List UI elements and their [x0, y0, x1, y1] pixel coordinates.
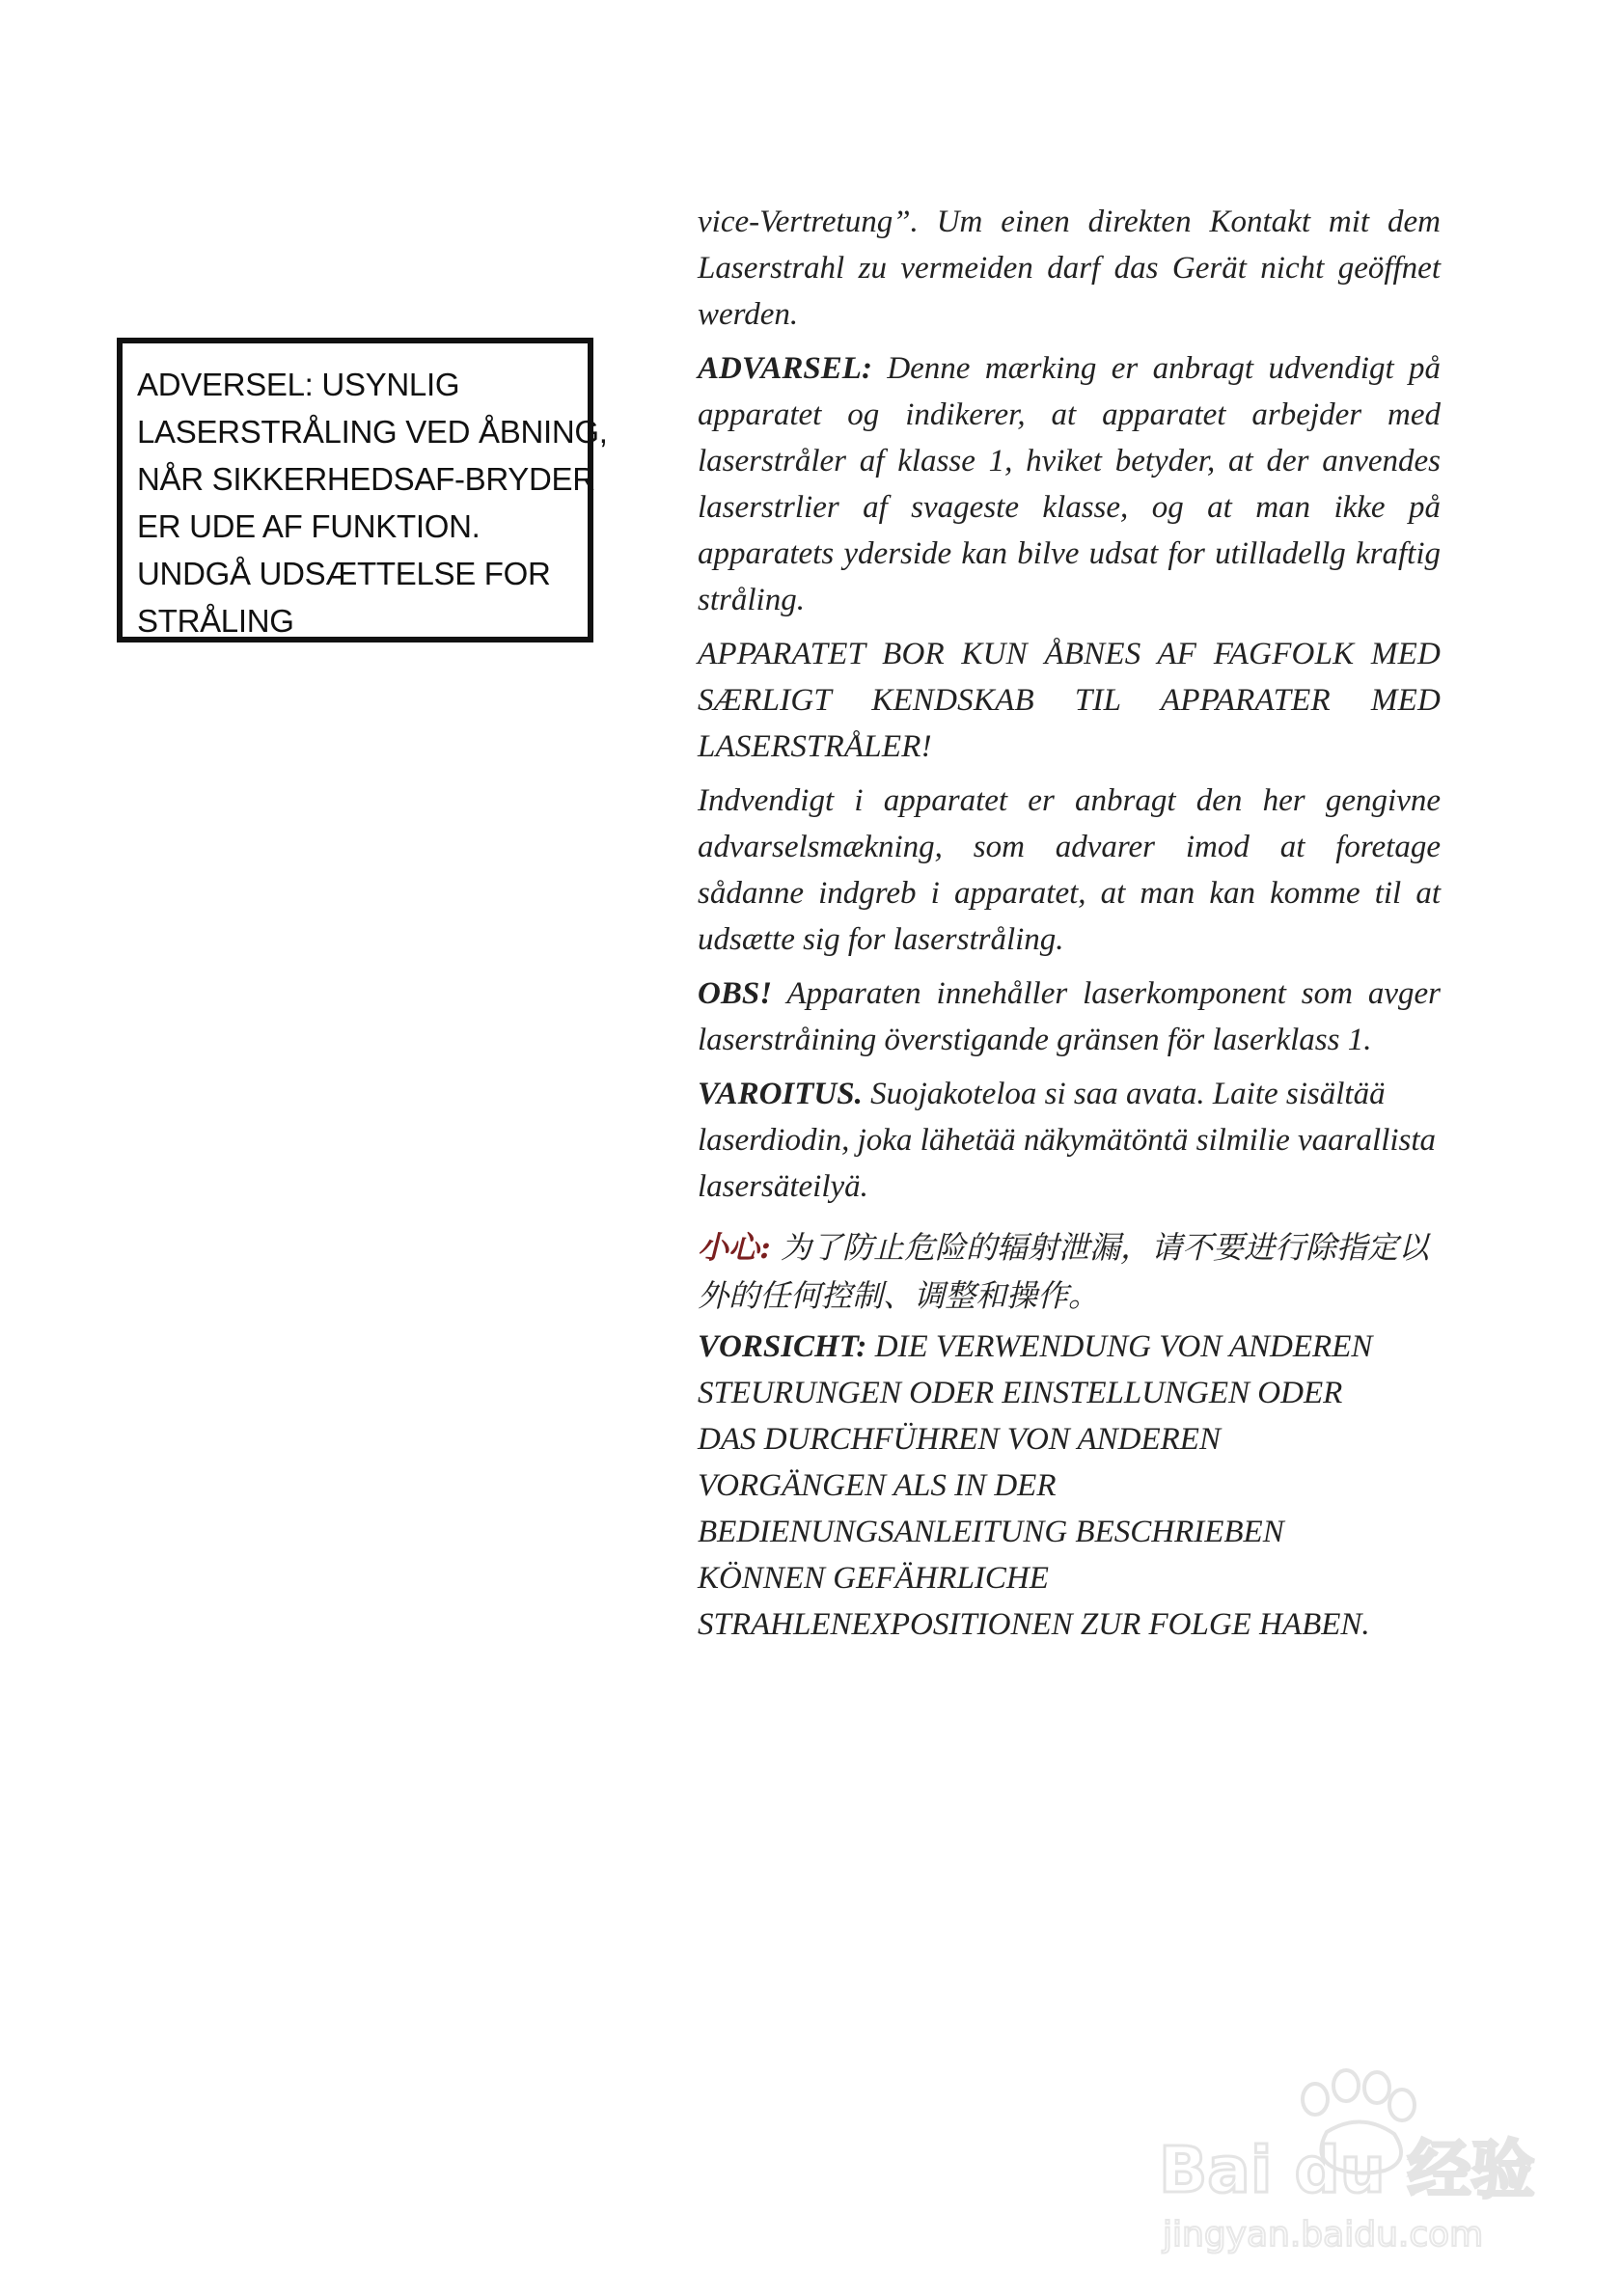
- vorsicht-lead: VORSICHT:: [698, 1329, 867, 1364]
- vorsicht-line: BEDIENUNGSANLEITUNG BESCHRIEBEN: [698, 1515, 1284, 1549]
- varoitus-text: Suojakoteloa si saa avata. Laite sisältää laserdiodin, joka lähetää näkymätöntä silmilie vaarallista lasersäteilyä.: [698, 1077, 1437, 1204]
- swedish-obs-paragraph: [698, 970, 1441, 1063]
- vorsicht-line: DIE VERWENDUNG VON ANDEREN: [874, 1329, 1373, 1364]
- warning-line: NÅR SIKKERHEDSAF-BRYDER: [137, 461, 595, 497]
- warning-line: LASERSTRÅLING VED ÅBNING,: [137, 414, 608, 450]
- warning-line: UNDGÅ UDSÆTTELSE FOR: [137, 556, 551, 591]
- vorsicht-line: STRAHLENEXPOSITIONEN ZUR FOLGE HABEN.: [698, 1607, 1370, 1642]
- chinese-caution-lead: 小心:: [698, 1229, 771, 1266]
- laser-warning-label: [117, 338, 608, 642]
- danish-advarsel-paragraph: [698, 345, 1441, 623]
- baidu-jingyan-watermark: [1153, 2064, 1558, 2257]
- danish-caps-paragraph: APPARATET BOR KUN ÅBNES AF FAGFOLK MED SÆRLIGT KENDSKAB TIL APPARATER MED LASERSTRÅLER!: [698, 637, 1441, 764]
- german-vorsicht-paragraph: [698, 1324, 1441, 1648]
- advarsel-lead: ADVARSEL:: [698, 351, 872, 386]
- warning-line: STRÅLING: [137, 603, 294, 639]
- varoitus-lead: VAROITUS.: [698, 1077, 863, 1111]
- advarsel-text: Denne mærking er anbragt udvendigt på apparatet og indikerer, at apparatet arbejder med laserstråler af klasse 1, hviket betyder, at der anvendes laserstrlier af svageste klasse, og at man ikke på apparatets yderside kan bilve udsat for utilladellg kraftig stråling.: [698, 351, 1441, 617]
- obs-lead: OBS!: [698, 976, 773, 1011]
- finnish-varoitus-paragraph: [698, 1071, 1441, 1210]
- warning-line: ADVERSEL: USYNLIG: [137, 367, 460, 402]
- vorsicht-line: DAS DURCHFÜHREN VON ANDEREN: [698, 1422, 1221, 1457]
- vorsicht-line: VORGÄNGEN ALS IN DER: [698, 1468, 1057, 1503]
- watermark-url: jingyan.baidu.com: [1163, 2215, 1484, 2255]
- chinese-caution-paragraph: [698, 1223, 1441, 1320]
- vorsicht-line: STEURUNGEN ODER EINSTELLUNGEN ODER: [698, 1376, 1343, 1410]
- warning-line: ER UDE AF FUNKTION.: [137, 508, 481, 544]
- obs-text: Apparaten innehåller laserkomponent som avger laserstråining överstigande gränsen för laserklass 1.: [698, 976, 1441, 1057]
- watermark-brand: Bai du 经验: [1159, 2133, 1535, 2207]
- chinese-caution-text: 为了防止危险的辐射泄漏，请不要进行除指定以外的任何控制、调整和操作。: [698, 1229, 1430, 1314]
- danish-indvendigt-paragraph: Indvendigt i apparatet er anbragt den her gengivne advarselsmækning, som advarer imod at foretage sådanne indgreb i apparatet, at man kan komme til at udsætte sig for laserstråling.: [698, 783, 1441, 957]
- text-column: [698, 199, 1441, 1655]
- vorsicht-line: KÖNNEN GEFÄHRLICHE: [698, 1561, 1049, 1596]
- german-continuation-paragraph: vice-Vertretung”. Um einen direkten Kontakt mit dem Laserstrahl zu vermeiden darf das Gerät nicht geöffnet werden.: [698, 205, 1441, 332]
- paw-logo-icon: [1153, 2064, 1558, 2257]
